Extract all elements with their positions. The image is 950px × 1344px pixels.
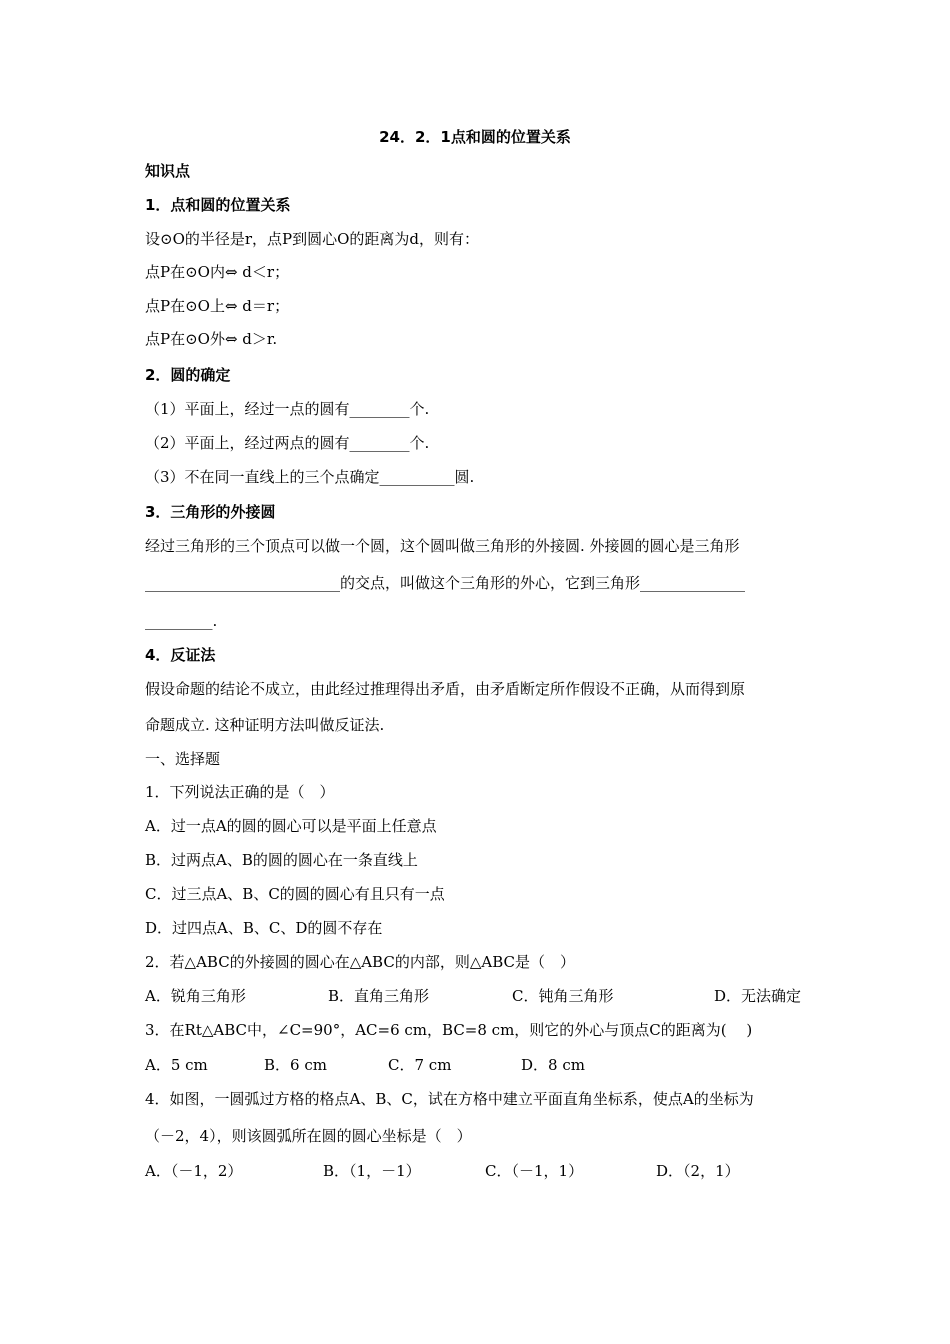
question-4-option: C．（－1，1） xyxy=(485,1162,584,1180)
question-3-stem: 3．在Rt△ABC中，∠C=90°，AC=6 cm，BC=8 cm，则它的外心与顶点C的距离为( ) xyxy=(145,1021,753,1039)
question-3-option: A．5 cm xyxy=(145,1056,208,1074)
question-3-option: B．6 cm xyxy=(264,1056,327,1074)
question-2-option: D．无法确定 xyxy=(714,987,802,1005)
section-1-line: 点P在⊙O外⇔ d＞r. xyxy=(145,330,278,348)
question-1-option: A．过一点A的圆的圆心可以是平面上任意点 xyxy=(145,817,437,835)
knowledge-heading: 知识点 xyxy=(145,162,191,180)
question-1-option: D．过四点A、B、C、D的圆不存在 xyxy=(145,919,383,937)
section-3-line: _________. xyxy=(145,612,218,630)
question-2-option: C．钝角三角形 xyxy=(512,987,614,1005)
section-3-line: 经过三角形的三个顶点可以做一个圆，这个圆叫做三角形的外接圆. 外接圆的圆心是三角形 xyxy=(145,537,740,555)
question-1-option: B．过两点A、B的圆的圆心在一条直线上 xyxy=(145,851,418,869)
section-1-line: 点P在⊙O上⇔ d＝r； xyxy=(145,297,290,315)
question-1-stem: 1．下列说法正确的是（ ） xyxy=(145,783,335,801)
section-4-line: 命题成立. 这种证明方法叫做反证法. xyxy=(145,716,385,734)
exercise-section-title: 一、选择题 xyxy=(145,750,221,768)
section-2-line: （1）平面上，经过一点的圆有________个. xyxy=(145,400,430,418)
question-3-option: C．7 cm xyxy=(388,1056,452,1074)
question-4-stem: 4．如图，一圆弧过方格的格点A、B、C，试在方格中建立平面直角坐标系，使点A的坐标为 xyxy=(145,1090,754,1108)
section-4-line: 假设命题的结论不成立，由此经过推理得出矛盾，由矛盾断定所作假设不正确，从而得到原 xyxy=(145,680,746,698)
question-2-option: B．直角三角形 xyxy=(328,987,430,1005)
section-1-line: 点P在⊙O内⇔ d＜r； xyxy=(145,263,290,281)
question-4-option: A．（－1，2） xyxy=(145,1162,243,1180)
section-3-heading: 3．三角形的外接圆 xyxy=(145,503,276,521)
question-3-option: D．8 cm xyxy=(521,1056,585,1074)
section-1-heading: 1．点和圆的位置关系 xyxy=(145,196,291,214)
page-title: 24．2．1点和圆的位置关系 xyxy=(379,128,571,146)
question-4-option: B．（1，－1） xyxy=(323,1162,421,1180)
question-2-stem: 2．若△ABC的外接圆的圆心在△ABC的内部，则△ABC是（ ） xyxy=(145,953,575,971)
section-2-heading: 2．圆的确定 xyxy=(145,366,231,384)
question-4-option: D．（2，1） xyxy=(656,1162,740,1180)
section-3-line: __________________________的交点，叫做这个三角形的外心，它到三角形______________ xyxy=(145,574,746,592)
question-4-stem: （－2，4），则该圆弧所在圆的圆心坐标是（ ） xyxy=(145,1127,472,1145)
question-2-option: A．锐角三角形 xyxy=(145,987,246,1005)
section-2-line: （3）不在同一直线上的三个点确定__________圆. xyxy=(145,468,475,486)
section-1-intro: 设⊙O的半径是r，点P到圆心O的距离为d，则有： xyxy=(145,230,480,248)
section-2-line: （2）平面上，经过两点的圆有________个. xyxy=(145,434,430,452)
section-4-heading: 4．反证法 xyxy=(145,646,216,664)
question-1-option: C．过三点A、B、C的圆的圆心有且只有一点 xyxy=(145,885,445,903)
